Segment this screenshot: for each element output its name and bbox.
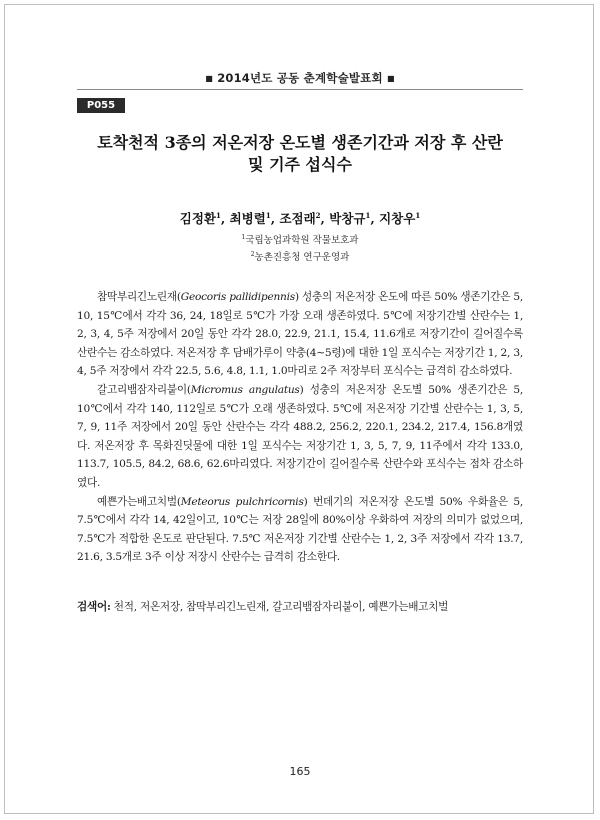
- affiliation-text: 농촌진흥청 연구운영과: [254, 252, 350, 264]
- affiliation-text: 국립농업과학원 작물보호과: [245, 235, 359, 247]
- author-affiliation-mark: 1: [265, 210, 271, 220]
- species-name: Meteorus pulchricornis: [180, 495, 304, 508]
- title-line-1: 토착천적 3종의 저온저장 온도별 생존기간과 저장 후 산란: [97, 133, 503, 152]
- header-text: 2014년도 공동 춘계학술발표회: [217, 71, 383, 85]
- affiliation-mark: 2: [250, 251, 255, 259]
- page-number: 165: [289, 765, 311, 778]
- abstract-paragraph: [77, 288, 523, 381]
- abstract-text: ) 성충의 저온저장 온도별 50% 생존기간은 5, 10℃에서 각각 140, 112일로 5℃가 오래 생존하였다. 5℃에 저온저장 기간별 산란수는 1, 3, 5, 7, 9, 11주 저장에서 20일 동안 산란수는 각각 488.2, 256.2, 220.1, 234.2, 217.4, 156.8개였다. 저온저장 후 목화진딧물에 대한 1일 포식수는 저장기간 1, 3, 5, 7, 9, 11주에서 각각 133.0, 113.7, 105.5, 84.2, 68.6, 62.6마리였다. 저장기간이 길어질수록 산란수와 포식수는 점차 감소하였다.: [77, 383, 523, 489]
- author-affiliation-mark: 1: [216, 210, 221, 220]
- paper-title: [60, 132, 540, 176]
- title-line-2: 및 기주 섭식수: [248, 155, 352, 174]
- author-name: 최병렬: [229, 211, 266, 226]
- author-list: 김정환$^1$, 최병렬$^1$, 조점래$^2$, 박창규$^1$, 지창우$^1$: [179, 210, 421, 226]
- species-name: Micromus angulatus: [190, 383, 300, 396]
- poster-id-badge: P055: [77, 98, 125, 113]
- affiliation-line: [0, 248, 600, 265]
- affiliation-line: [0, 231, 600, 248]
- square-bullet-icon: ■: [387, 74, 395, 83]
- author-name: 김정환: [179, 211, 217, 226]
- author-name: 박창규: [329, 211, 366, 226]
- species-name: Geocoris pallidipennis: [180, 291, 295, 303]
- header-divider: [77, 89, 523, 90]
- abstract-text: ) 성충의 저온저장 온도에 따른 50% 생존기간은 5, 10, 15℃에서 각각 36, 24, 18일로 5℃가 가장 오래 생존하였다. 5℃에 저장기간별 산란수는 1, 2, 3, 4, 5주 저장에서 20일 동안 각각 28.0, 22.9, 21.1, 15.4, 11.6개로 저장기간이 길어질수록 산란수는 감소하였다. 저온저장 후 담배가루이 약충(4∼5령)에 대한 1일 포식수는 저장기간 1, 2, 3, 4, 5주 저장에서 각각 22.5, 5.6, 4.8, 1.1, 1.0마리로 2주 저장부터 포식수는 급격히 감소하였다.: [77, 291, 523, 378]
- abstract-text: ) 번데기의 저온저장 온도별 50% 우화율은 5, 7.5℃에서 각각 14, 42일이고, 10℃는 저장 28일에 80%이상 우화하여 저장의 의미가 없었으며, 7.5℃가 적합한 온도로 판단된다. 7.5℃ 저온저장 기간별 산란수는 1, 2, 3주 저장에서 각각 13.7, 21.6, 3.5개로 3주 이상 저장시 산란수는 급격히 감소한다.: [77, 495, 523, 564]
- affiliation-mark: 1: [241, 234, 246, 241]
- author-name: 지창우: [379, 211, 416, 226]
- running-header: [0, 70, 600, 86]
- author-name: 조점래: [279, 211, 316, 226]
- keywords-label: 검색어:: [77, 601, 111, 613]
- affiliations: [0, 231, 600, 265]
- abstract-text: 예쁜가는배고치벌(: [97, 495, 181, 508]
- abstract-paragraph: [77, 493, 523, 567]
- author-affiliation-mark: 1: [365, 210, 371, 220]
- square-bullet-icon: ■: [205, 74, 213, 83]
- abstract-paragraph: [77, 381, 523, 493]
- abstract-text: 갈고리뱀잠자리붙이(: [97, 383, 191, 396]
- author-affiliation-mark: 1: [415, 210, 421, 220]
- author-affiliation-mark: 2: [315, 210, 321, 220]
- abstract: [77, 288, 523, 567]
- abstract-text: 참딱부리긴노린재(: [97, 291, 181, 303]
- keywords-text: 천적, 저온저장, 참딱부리긴노린재, 갈고리뱀잠자리붙이, 예쁜가는배고치벌: [110, 601, 449, 613]
- keywords: [77, 598, 527, 616]
